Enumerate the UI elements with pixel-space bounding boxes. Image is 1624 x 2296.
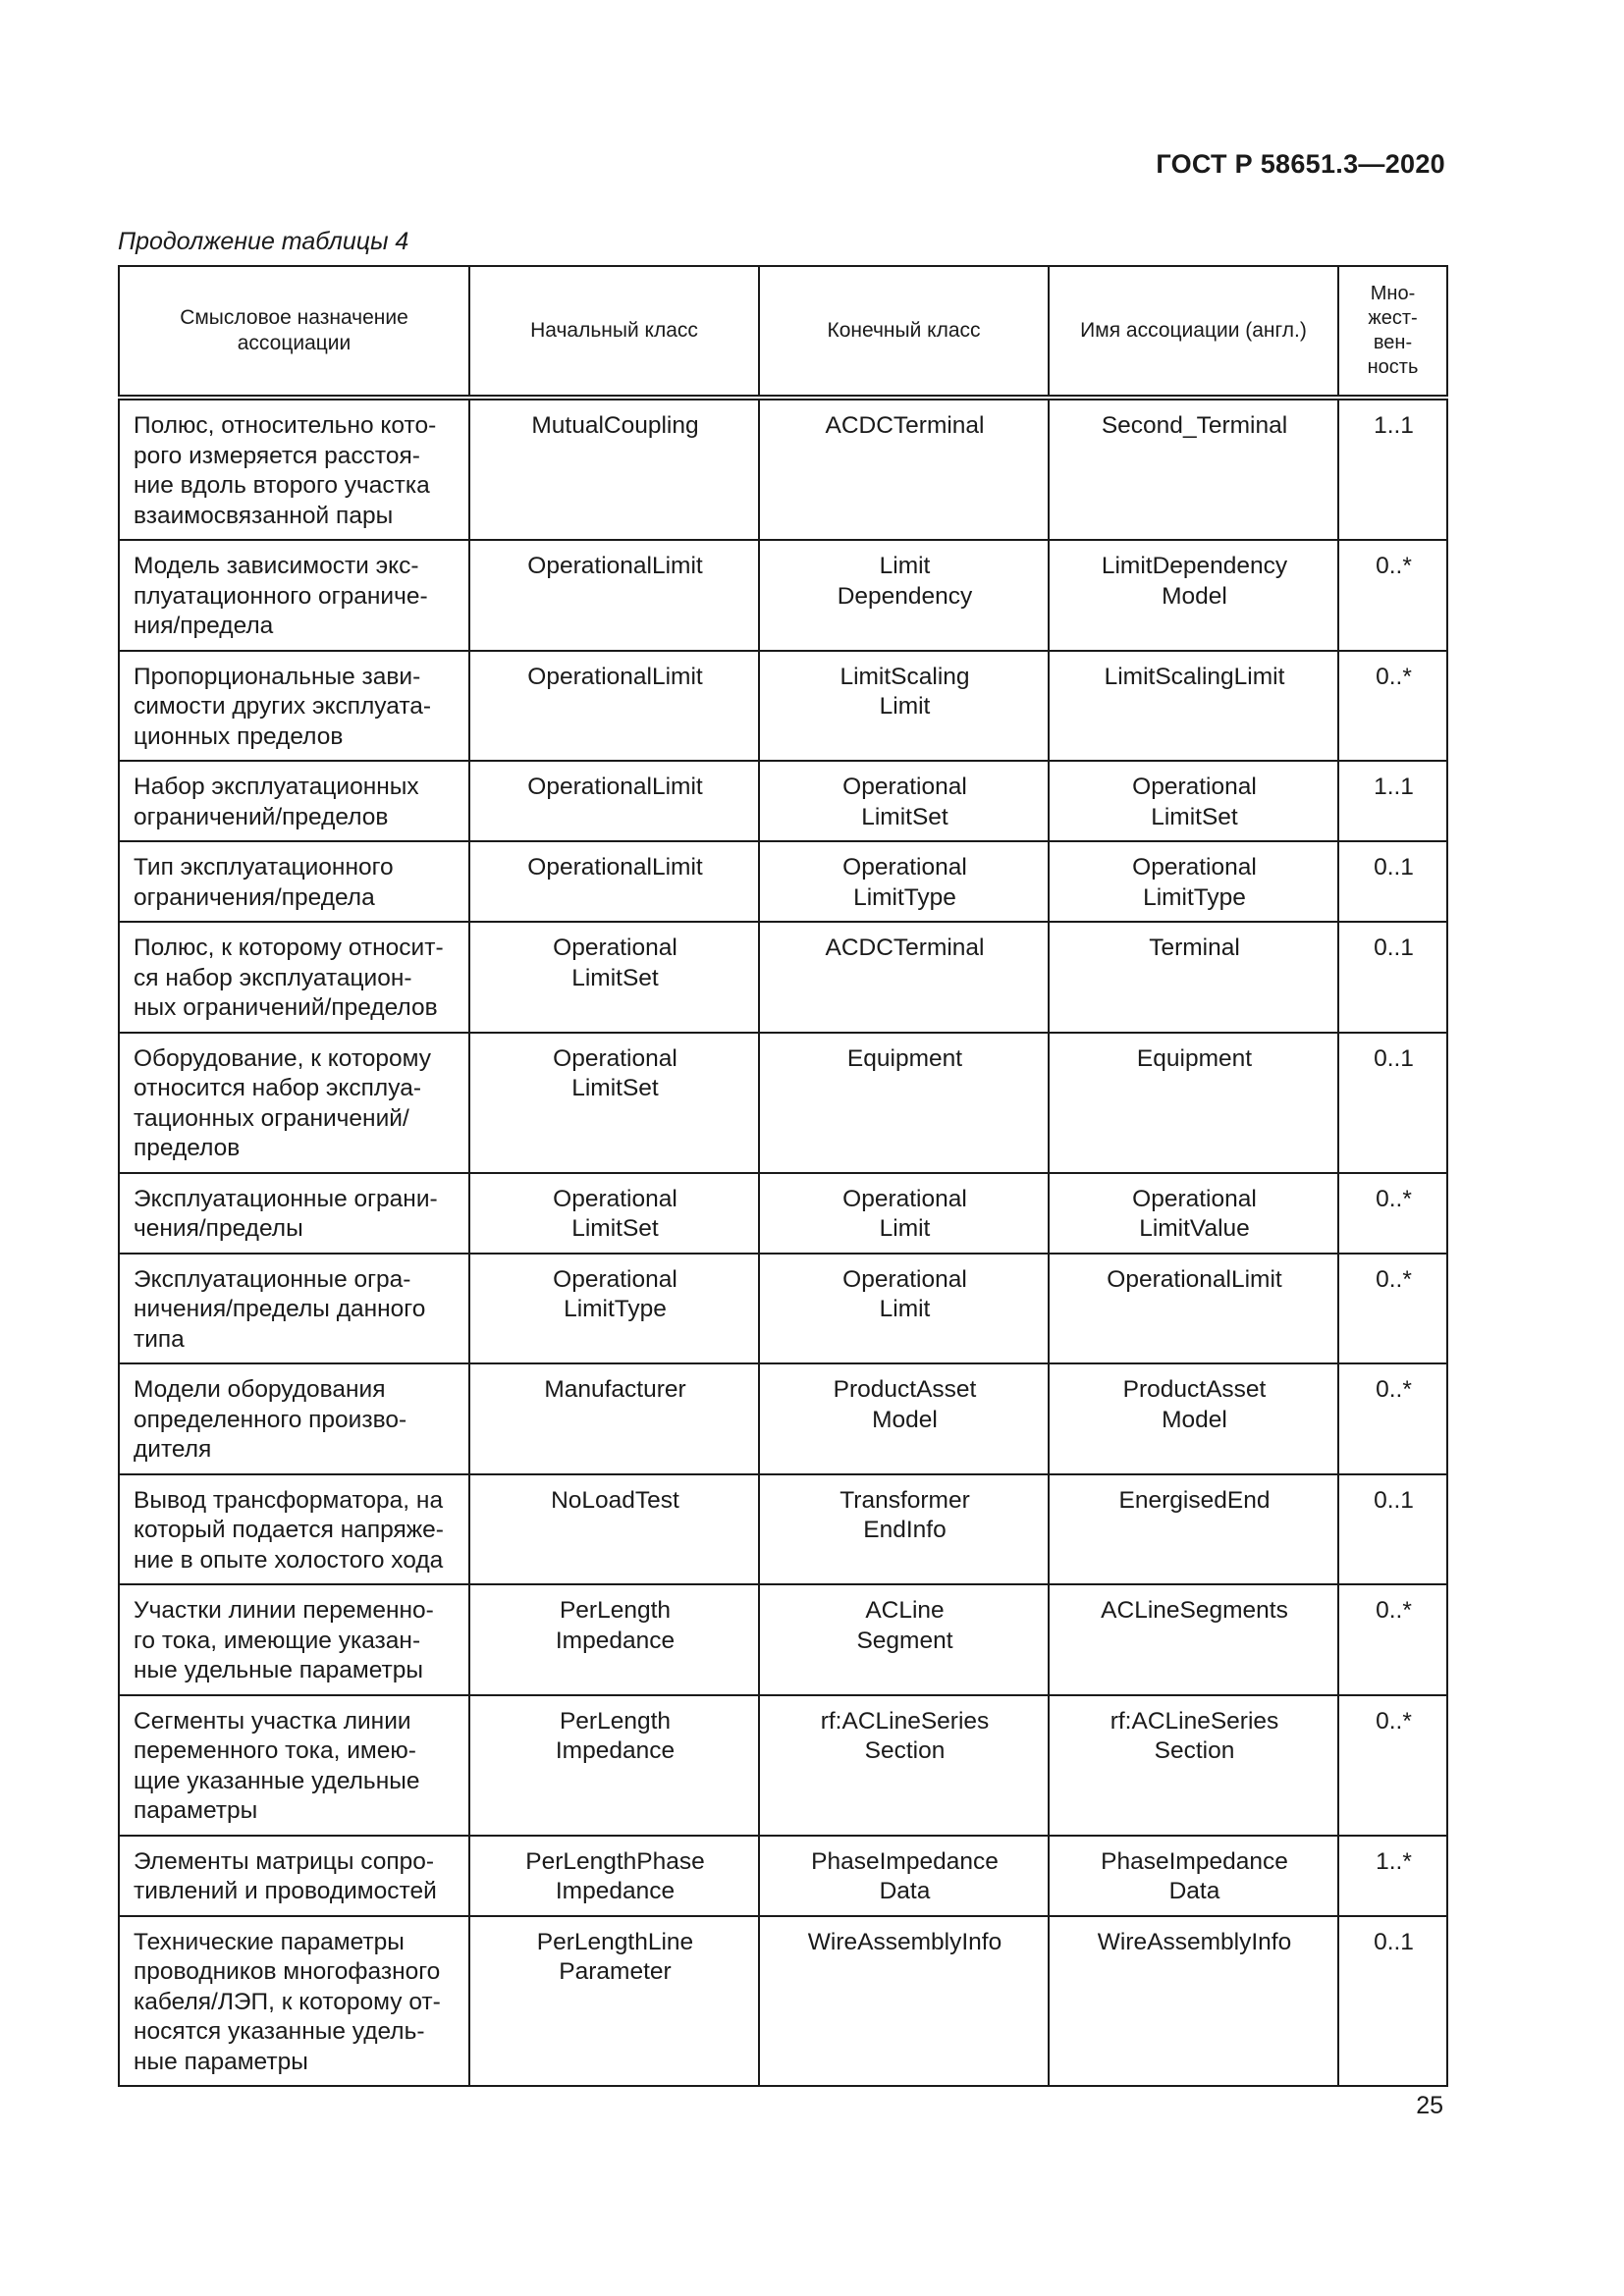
cell-multiplicity: 0..* bbox=[1338, 1173, 1447, 1254]
table-caption: Продолжение таблицы 4 bbox=[118, 228, 409, 255]
cell-purpose: Тип эксплуатационного ограничения/предела bbox=[119, 841, 469, 922]
cell-purpose: Пропорциональные зави- симости других эксплуата- ционных пределов bbox=[119, 651, 469, 762]
cell-end-class: rf:ACLineSeries Section bbox=[759, 1695, 1049, 1836]
cell-start-class: Operational LimitSet bbox=[469, 1173, 759, 1254]
cell-start-class: OperationalLimit bbox=[469, 540, 759, 651]
table-row bbox=[119, 1033, 1447, 1173]
cell-purpose: Оборудование, к которому относится набор эксплуа- тационных ограничений/ пределов bbox=[119, 1033, 469, 1173]
cell-start-class: PerLengthLine Parameter bbox=[469, 1916, 759, 2087]
association-table bbox=[118, 265, 1448, 2087]
cell-end-class: Operational LimitType bbox=[759, 841, 1049, 922]
cell-association-name: Operational LimitSet bbox=[1049, 761, 1338, 841]
cell-end-class: Equipment bbox=[759, 1033, 1049, 1173]
cell-end-class: ProductAsset Model bbox=[759, 1363, 1049, 1474]
cell-start-class: OperationalLimit bbox=[469, 841, 759, 922]
cell-association-name: ProductAsset Model bbox=[1049, 1363, 1338, 1474]
cell-multiplicity: 0..* bbox=[1338, 1363, 1447, 1474]
cell-multiplicity: 1..1 bbox=[1338, 761, 1447, 841]
cell-start-class: OperationalLimit bbox=[469, 761, 759, 841]
cell-start-class: PerLength Impedance bbox=[469, 1584, 759, 1695]
cell-multiplicity: 0..* bbox=[1338, 1584, 1447, 1695]
table-row bbox=[119, 841, 1447, 922]
cell-start-class: NoLoadTest bbox=[469, 1474, 759, 1585]
cell-end-class: WireAssemblyInfo bbox=[759, 1916, 1049, 2087]
cell-multiplicity: 0..1 bbox=[1338, 1916, 1447, 2087]
cell-end-class: Operational Limit bbox=[759, 1173, 1049, 1254]
cell-multiplicity: 0..1 bbox=[1338, 1033, 1447, 1173]
table-row bbox=[119, 1254, 1447, 1364]
cell-start-class: Operational LimitSet bbox=[469, 922, 759, 1033]
cell-purpose: Сегменты участка линии переменного тока, имею- щие указанные удельные параметры bbox=[119, 1695, 469, 1836]
cell-purpose: Эксплуатационные ограни- чения/пределы bbox=[119, 1173, 469, 1254]
cell-purpose: Модель зависимости экс- плуатационного ограниче- ния/предела bbox=[119, 540, 469, 651]
cell-association-name: WireAssemblyInfo bbox=[1049, 1916, 1338, 2087]
cell-purpose: Элементы матрицы сопро- тивлений и проводимостей bbox=[119, 1836, 469, 1916]
cell-multiplicity: 1..1 bbox=[1338, 398, 1447, 540]
table-row bbox=[119, 1474, 1447, 1585]
table-row bbox=[119, 398, 1447, 540]
cell-purpose: Полюс, относительно кото- рого измеряется расстоя- ние вдоль второго участка взаимосвязанной пары bbox=[119, 398, 469, 540]
cell-end-class: ACDCTerminal bbox=[759, 398, 1049, 540]
column-header-multiplicity: Мно- жест- вен- ность bbox=[1338, 266, 1447, 398]
column-header-purpose: Смысловое назначение ассоциации bbox=[119, 266, 469, 398]
cell-start-class: MutualCoupling bbox=[469, 398, 759, 540]
cell-start-class: Operational LimitSet bbox=[469, 1033, 759, 1173]
cell-multiplicity: 0..1 bbox=[1338, 841, 1447, 922]
cell-association-name: ACLineSegments bbox=[1049, 1584, 1338, 1695]
page-number: 25 bbox=[1416, 2092, 1443, 2119]
cell-association-name: Operational LimitValue bbox=[1049, 1173, 1338, 1254]
cell-end-class: Limit Dependency bbox=[759, 540, 1049, 651]
cell-association-name: LimitScalingLimit bbox=[1049, 651, 1338, 762]
cell-association-name: Operational LimitType bbox=[1049, 841, 1338, 922]
table-row bbox=[119, 1836, 1447, 1916]
cell-multiplicity: 0..* bbox=[1338, 540, 1447, 651]
cell-purpose: Полюс, к которому относит- ся набор эксплуатацион- ных ограничений/пределов bbox=[119, 922, 469, 1033]
table-row bbox=[119, 651, 1447, 762]
cell-start-class: Operational LimitType bbox=[469, 1254, 759, 1364]
column-header-start-class: Начальный класс bbox=[469, 266, 759, 398]
table-row bbox=[119, 922, 1447, 1033]
table-row bbox=[119, 540, 1447, 651]
table-row bbox=[119, 1584, 1447, 1695]
cell-multiplicity: 0..* bbox=[1338, 1254, 1447, 1364]
document-code: ГОСТ Р 58651.3—2020 bbox=[1156, 149, 1445, 179]
cell-start-class: Manufacturer bbox=[469, 1363, 759, 1474]
cell-multiplicity: 0..* bbox=[1338, 651, 1447, 762]
cell-association-name: LimitDependency Model bbox=[1049, 540, 1338, 651]
cell-end-class: Operational LimitSet bbox=[759, 761, 1049, 841]
cell-start-class: PerLength Impedance bbox=[469, 1695, 759, 1836]
cell-end-class: LimitScaling Limit bbox=[759, 651, 1049, 762]
cell-multiplicity: 0..1 bbox=[1338, 1474, 1447, 1585]
cell-end-class: Operational Limit bbox=[759, 1254, 1049, 1364]
cell-association-name: Equipment bbox=[1049, 1033, 1338, 1173]
cell-purpose: Вывод трансформатора, на который подается напряже- ние в опыте холостого хода bbox=[119, 1474, 469, 1585]
cell-end-class: ACLine Segment bbox=[759, 1584, 1049, 1695]
cell-purpose: Модели оборудования определенного произво- дителя bbox=[119, 1363, 469, 1474]
table-body bbox=[119, 398, 1447, 2086]
cell-association-name: EnergisedEnd bbox=[1049, 1474, 1338, 1585]
cell-purpose: Технические параметры проводников многофазного кабеля/ЛЭП, к которому от- носятся указанные удель- ные параметры bbox=[119, 1916, 469, 2087]
cell-start-class: OperationalLimit bbox=[469, 651, 759, 762]
cell-multiplicity: 0..1 bbox=[1338, 922, 1447, 1033]
cell-purpose: Эксплуатационные огра- ничения/пределы данного типа bbox=[119, 1254, 469, 1364]
cell-end-class: ACDCTerminal bbox=[759, 922, 1049, 1033]
table-row bbox=[119, 1916, 1447, 2087]
table-row bbox=[119, 1695, 1447, 1836]
table-header-row bbox=[119, 266, 1447, 398]
cell-purpose: Участки линии переменно- го тока, имеющие указан- ные удельные параметры bbox=[119, 1584, 469, 1695]
cell-association-name: Second_Terminal bbox=[1049, 398, 1338, 540]
column-header-end-class: Конечный класс bbox=[759, 266, 1049, 398]
cell-end-class: Transformer EndInfo bbox=[759, 1474, 1049, 1585]
cell-association-name: PhaseImpedance Data bbox=[1049, 1836, 1338, 1916]
cell-association-name: Terminal bbox=[1049, 922, 1338, 1033]
table-row bbox=[119, 1173, 1447, 1254]
cell-association-name: OperationalLimit bbox=[1049, 1254, 1338, 1364]
cell-end-class: PhaseImpedance Data bbox=[759, 1836, 1049, 1916]
cell-multiplicity: 1..* bbox=[1338, 1836, 1447, 1916]
cell-association-name: rf:ACLineSeries Section bbox=[1049, 1695, 1338, 1836]
cell-start-class: PerLengthPhase Impedance bbox=[469, 1836, 759, 1916]
cell-multiplicity: 0..* bbox=[1338, 1695, 1447, 1836]
table-row bbox=[119, 761, 1447, 841]
cell-purpose: Набор эксплуатационных ограничений/пределов bbox=[119, 761, 469, 841]
column-header-association-name: Имя ассоциации (англ.) bbox=[1049, 266, 1338, 398]
table-row bbox=[119, 1363, 1447, 1474]
